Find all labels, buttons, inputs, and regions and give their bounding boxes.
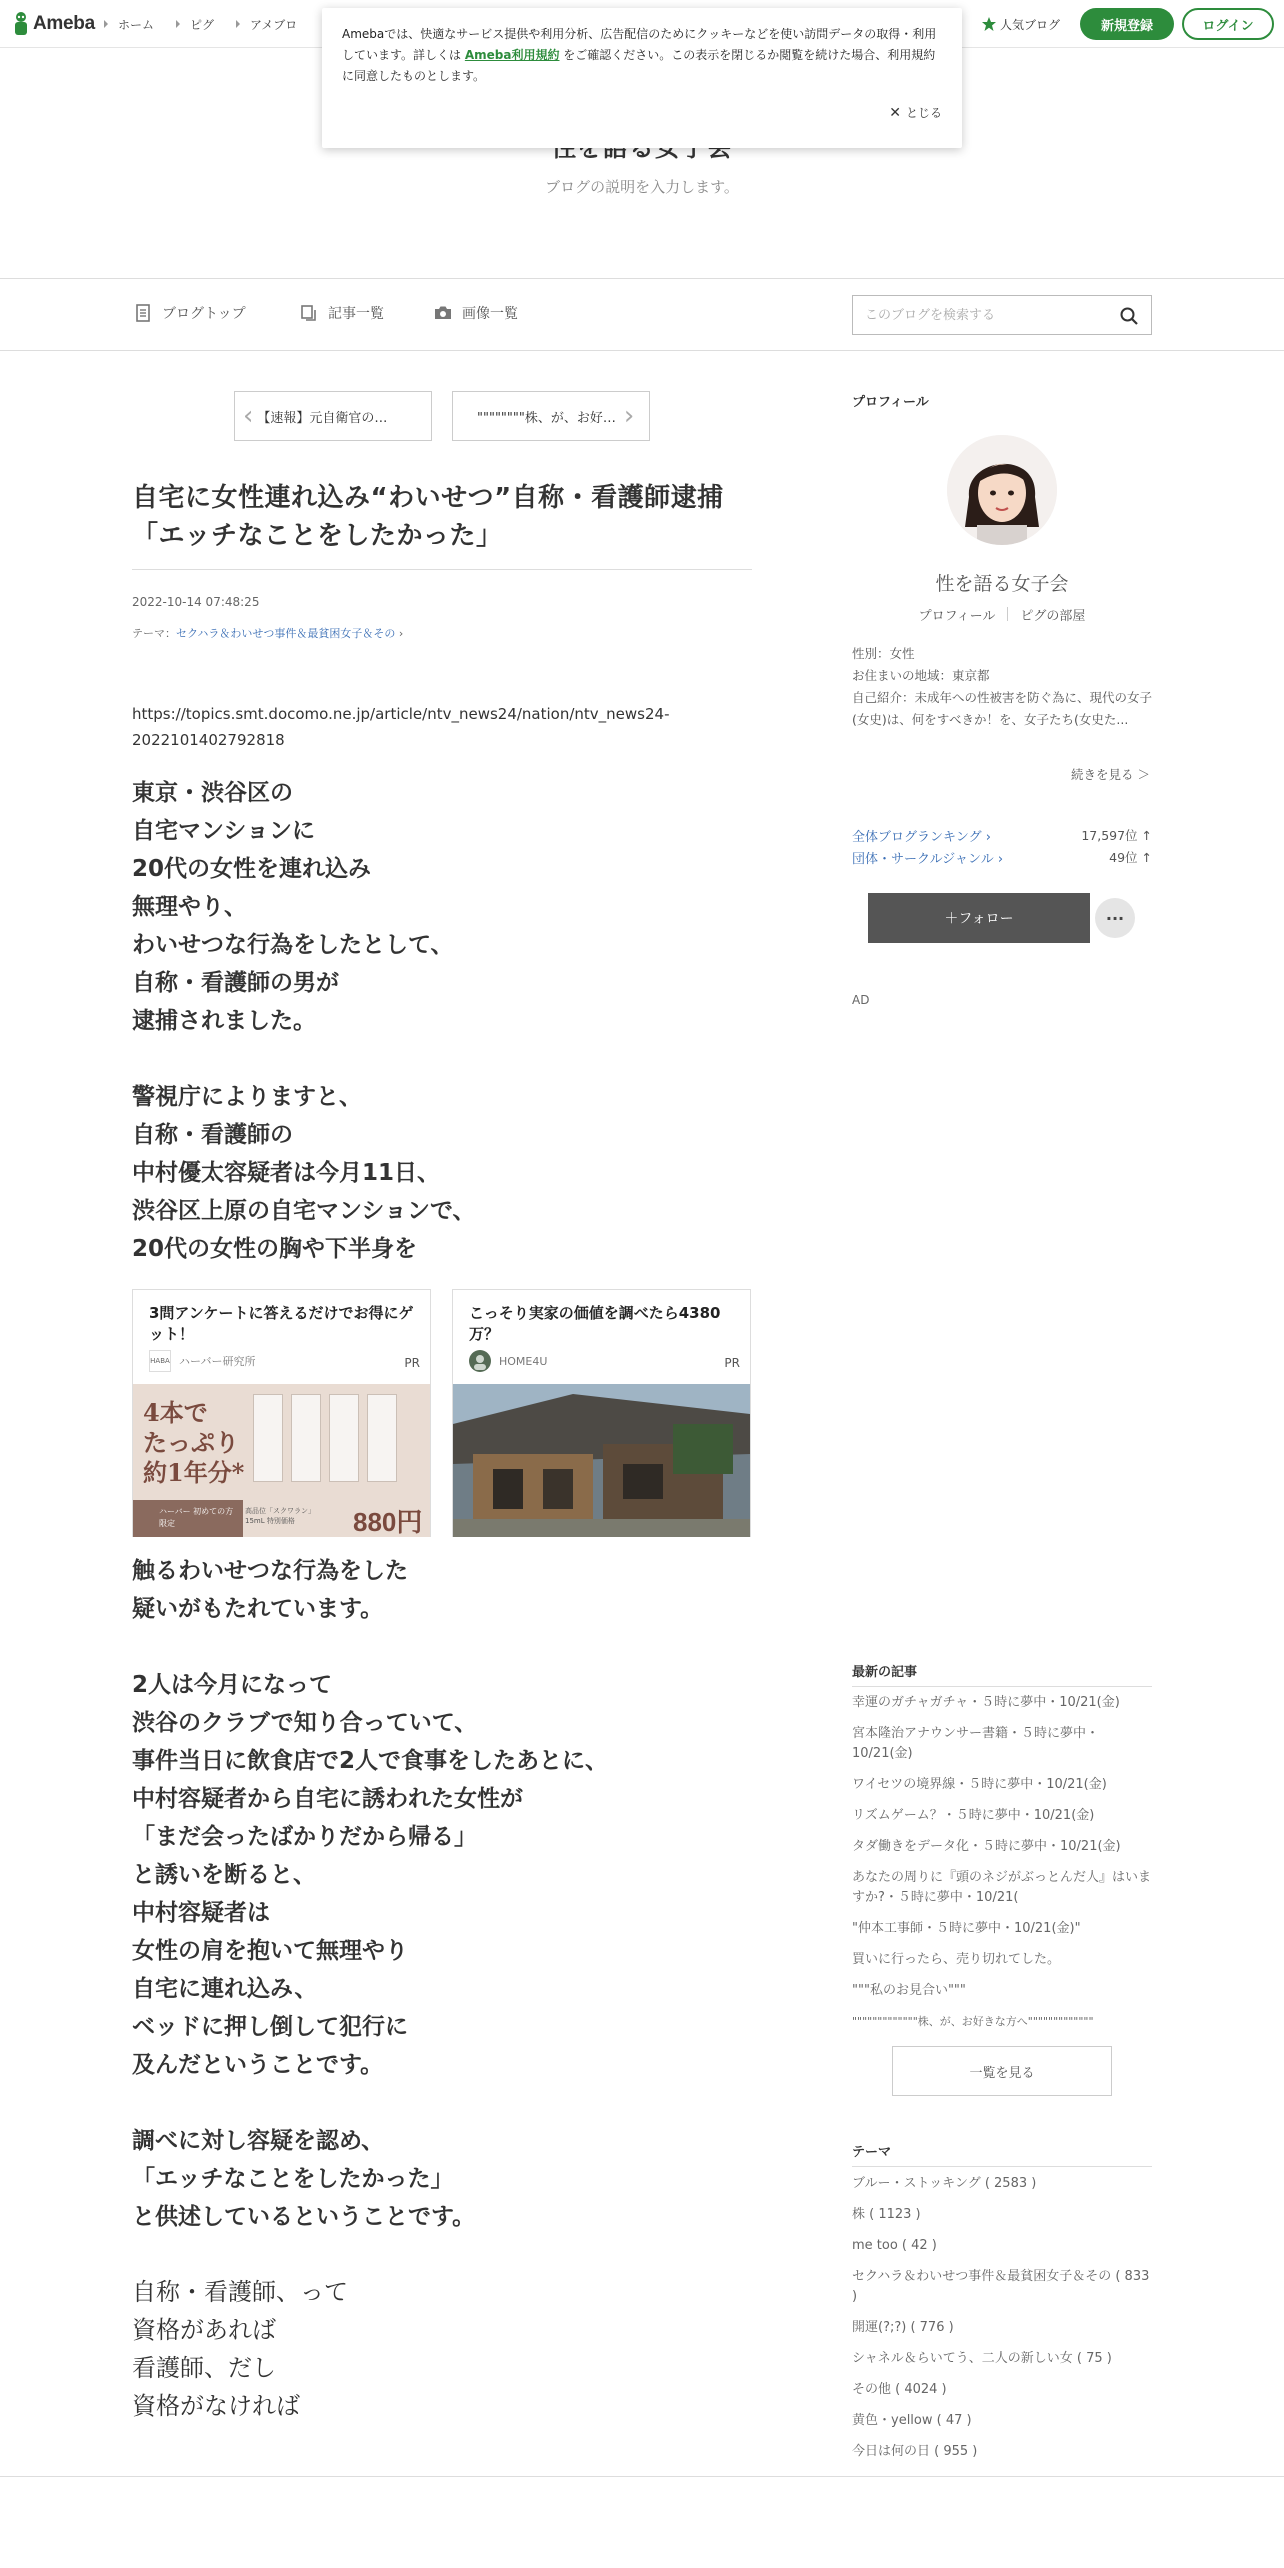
post-url-line1: https://topics.smt.docomo.ne.jp/article/ntv_news24/nation/ntv_news24- — [132, 705, 670, 723]
blog-description: ブログの説明を入力します。 — [545, 178, 739, 196]
text-line: と供述しているということです。 — [132, 2204, 476, 2230]
profile-name[interactable]: 性を語る女子会 — [935, 573, 1069, 595]
ad-pr-label: PR — [724, 1356, 740, 1370]
text-line: 2人は今月になって — [132, 1672, 333, 1698]
ranking-overall-link[interactable]: 全体ブログランキング › — [852, 830, 991, 845]
nav-ameblo-label: アメブロ — [250, 17, 298, 32]
pigg-room-link[interactable]: ピグの部屋 — [1020, 609, 1086, 624]
themes-list — [852, 2174, 1152, 2473]
post-date: 2022-10-14 07:48:25 — [132, 595, 260, 609]
recent-posts-list — [852, 1693, 1152, 2043]
ad-title: 3問アンケートに答えるだけでお得にゲット！ — [149, 1304, 414, 1343]
cookie-banner — [322, 8, 962, 148]
star-icon — [981, 16, 997, 32]
post-theme-link[interactable]: セクハラ＆わいせつ事件＆最貧困女子＆その — [176, 627, 396, 640]
post-title — [132, 479, 752, 570]
text-line: ベッドに押し倒して犯行に — [132, 2014, 408, 2040]
post-paragraph-4 — [132, 1666, 752, 2084]
text-line: 触るわいせつな行為をした — [132, 1558, 408, 1584]
theme-link[interactable]: ブルー・ストッキング ( 2583 ) — [852, 2176, 1037, 2191]
nav-pigg-label: ピグ — [190, 17, 215, 32]
ameba-mark-icon — [12, 11, 30, 37]
text-line: 逮捕されました。 — [132, 1008, 316, 1034]
text-line: 自宅マンションに — [132, 818, 315, 844]
tab-article-list[interactable] — [300, 303, 384, 323]
ranking-genre — [852, 848, 1152, 867]
ranking-genre-link[interactable]: 団体・サークルジャンル › — [852, 852, 1004, 867]
post-paragraph-3 — [132, 1552, 752, 1628]
post-paragraph-5 — [132, 2122, 752, 2236]
product-bottle — [329, 1394, 359, 1482]
theme-link[interactable]: 黄色・yellow ( 47 ) — [852, 2413, 972, 2428]
blog-search — [852, 295, 1152, 335]
blog-nav — [0, 278, 1284, 351]
sponsor-logo: HABA — [149, 1350, 171, 1372]
text-line: 東京・渋谷区の — [132, 780, 293, 806]
sponsor-avatar-icon — [469, 1350, 491, 1372]
recent-post-link[interactable]: """私のお見合い""" — [852, 1983, 966, 1998]
cookie-close-label: とじる — [905, 106, 942, 120]
text-line: 20代の女性の胸や下半身を — [132, 1236, 418, 1262]
text-line: わいせつな行為をしたとして、 — [132, 932, 454, 958]
text-line: 看護師、だし — [132, 2354, 276, 2382]
text-line: 中村容疑者から自宅に誘われた女性が — [132, 1786, 523, 1812]
text-line: 自称・看護師の — [132, 1122, 293, 1148]
text-line: 警視庁によりますと、 — [132, 1084, 362, 1110]
text-line: 調べに対し容疑を認め、 — [132, 2128, 385, 2154]
recent-post-link[interactable]: あなたの周りに『頭のネジがぶっとんだ人』はいますか?・５時に夢中・10/21( — [852, 1870, 1152, 1905]
text-line: 自称・看護師、って — [132, 2278, 348, 2306]
product-bottle — [291, 1394, 321, 1482]
theme-link[interactable]: 株 ( 1123 ) — [852, 2207, 921, 2222]
ad-image-house — [453, 1384, 750, 1537]
popular-blog-label: 人気ブログ — [999, 17, 1060, 32]
header-actions — [981, 7, 1274, 41]
ad-img-text3: 約1年分* — [143, 1458, 245, 1487]
theme-link[interactable]: 開運(?;?) ( 776 ) — [852, 2320, 954, 2335]
text-line: 渋谷のクラブで知り合っていて、 — [132, 1710, 478, 1736]
chevron-right-icon — [234, 20, 242, 28]
more-options-button[interactable]: ··· — [1095, 898, 1135, 938]
recent-post-link[interactable]: タダ働きをデータ化・５時に夢中・10/21(金) — [852, 1839, 1121, 1854]
recent-post-link[interactable]: リズムゲーム？・５時に夢中・10/21(金) — [852, 1808, 1095, 1823]
ad-img-text1: 4本で — [143, 1398, 208, 1427]
post-paragraph-2 — [132, 1078, 752, 1268]
ad-pr-label: PR — [404, 1356, 420, 1370]
ad-title: こっそり実家の価値を調べたら4380万？ — [469, 1304, 721, 1343]
theme-link[interactable]: シャネル＆らいてう、二人の新しい女 ( 75 ) — [852, 2351, 1112, 2366]
nav-pigg[interactable] — [174, 16, 214, 33]
recent-post-link[interactable]: 宮本隆治アナウンサー書籍・５時に夢中・10/21(金) — [852, 1726, 1100, 1761]
text-line: 「エッチなことをしたかった」 — [132, 2166, 454, 2192]
recent-post-link[interactable]: "仲本工事師・５時に夢中・10/21(金)" — [852, 1921, 1081, 1936]
blog-search-input[interactable] — [853, 308, 1103, 323]
register-button[interactable]: 新規登録 — [1080, 8, 1174, 40]
avatar-illustration — [947, 435, 1057, 545]
ranking-value: 17,597位 ↑ — [1081, 828, 1152, 843]
prev-article-button[interactable] — [234, 391, 432, 441]
profile-location: お住まいの地域：東京都 — [852, 668, 990, 683]
logo-text: Ameba — [33, 13, 95, 34]
profile-link[interactable]: プロフィール — [918, 609, 996, 624]
text-line: 20代の女性を連れ込み — [132, 856, 372, 882]
tab-blog-top[interactable] — [134, 303, 246, 323]
text-line: 疑いがもたれています。 — [132, 1596, 384, 1622]
footer-divider — [0, 2476, 1284, 2477]
profile-intro: 自己紹介：未成年への性被害を防ぐ為に、現代の女子(女史)は、何をすべきか！を、女子たち(女史た... — [852, 690, 1153, 727]
recent-post-link[interactable]: 幸運のガチャガチャ・５時に夢中・10/21(金) — [852, 1695, 1120, 1710]
global-nav — [102, 0, 317, 48]
nav-home-label: ホーム — [118, 17, 155, 32]
post-url-line2: 2022101402792818 — [132, 731, 285, 749]
tab-blog-top-label: ブログトップ — [162, 306, 246, 322]
recent-posts-heading: 最新の記事 — [852, 1661, 1152, 1687]
ad-card-haba[interactable] — [132, 1289, 431, 1537]
profile-heading: プロフィール — [852, 395, 929, 410]
text-line: 及んだということです。 — [132, 2052, 384, 2078]
ranking-label: 全体ブログランキング — [852, 830, 982, 845]
recent-post-link[interactable]: """""""""""""株、が、お好きな方へ""""""""""""" — [852, 2015, 1094, 2028]
themes-heading: テーマ — [852, 2141, 1152, 2167]
ad-image — [133, 1384, 430, 1537]
ranking-value: 49位 ↑ — [1109, 850, 1152, 865]
theme-link[interactable]: セクハラ＆わいせつ事件＆最貧困女子＆その ( 833 ) — [852, 2269, 1150, 2304]
cookie-text-after: をご確認ください。この表示を閉じるか閲覧を続けた場合、利用規約に同意したものとします。 — [342, 48, 936, 83]
nav-ameblo[interactable] — [234, 16, 297, 33]
house-photo — [453, 1384, 750, 1537]
ad-card-home4u[interactable] — [452, 1289, 751, 1537]
follow-button[interactable]: ＋フォロー — [868, 893, 1090, 943]
post-paragraph-6 — [132, 2273, 752, 2425]
text-line: と誘いを断ると、 — [132, 1862, 316, 1888]
ameba-logo[interactable] — [12, 10, 95, 38]
terms-link[interactable]: Ameba利用規約 — [464, 48, 560, 62]
divider — [1007, 607, 1008, 621]
ad-sponsor — [149, 1350, 255, 1372]
profile-links — [852, 605, 1152, 624]
profile-more-link[interactable]: 続きを見る ＞ — [1071, 767, 1150, 782]
product-bottle — [367, 1394, 397, 1482]
theme-link[interactable]: その他 ( 4024 ) — [852, 2382, 947, 2397]
ad-label: AD — [852, 993, 870, 1007]
ad-sponsor-name: ハーバー研究所 — [179, 1355, 256, 1368]
ranking-overall — [852, 826, 1152, 845]
post-title-line1: 自宅に女性連れ込み“わいせつ”自称・看護師逮捕 — [132, 483, 724, 513]
ad-sponsor-name: HOME4U — [499, 1354, 548, 1368]
chevron-left-icon: ‹ — [243, 401, 254, 431]
text-line: 中村優太容疑者は今月11日、 — [132, 1160, 441, 1186]
post-source-url[interactable] — [132, 701, 752, 753]
chevron-right-icon: › — [395, 627, 404, 640]
camera-icon — [434, 304, 452, 322]
ad-img-text2: たっぷり — [143, 1428, 239, 1457]
profile-gender: 性別：女性 — [852, 646, 915, 661]
copy-icon — [300, 304, 318, 322]
text-line: 資格がなければ — [132, 2392, 300, 2420]
chevron-right-icon: › — [623, 401, 635, 431]
popular-blog-link[interactable] — [981, 16, 1060, 33]
nav-home[interactable] — [102, 16, 154, 33]
view-all-posts-button[interactable]: 一覧を見る — [892, 2046, 1112, 2096]
recent-post-link[interactable]: 買いに行ったら、売り切れてした。 — [852, 1952, 1061, 1967]
ad-img-small: ハーバー 初めての方限定 — [133, 1500, 243, 1537]
text-line: 自宅に連れ込み、 — [132, 1976, 318, 2002]
text-line: 無理やり、 — [132, 894, 247, 920]
text-line: 事件当日に飲食店で2人で食事をしたあとに、 — [132, 1748, 609, 1774]
next-article-label: """"""""株、が、お好… — [477, 410, 616, 426]
ad-img-product: 高品位「スクワラン」 15mL 特別価格 — [245, 1507, 315, 1525]
avatar[interactable] — [947, 435, 1057, 545]
next-article-button[interactable] — [452, 391, 650, 441]
text-line: 「まだ会ったばかりだから帰る」 — [132, 1824, 477, 1850]
login-button[interactable]: ログイン — [1182, 8, 1274, 40]
chevron-right-icon — [174, 20, 182, 28]
tab-image-list[interactable] — [434, 303, 518, 323]
post-title-line2: 「エッチなことをしたかった」 — [132, 521, 503, 551]
text-line: 渋谷区上原の自宅マンションで、 — [132, 1198, 476, 1224]
chevron-right-icon — [102, 20, 110, 28]
tab-article-list-label: 記事一覧 — [328, 306, 384, 322]
cookie-close-button[interactable] — [889, 104, 942, 121]
post-theme-label: テーマ： — [132, 627, 176, 640]
profile-info — [852, 643, 1152, 731]
ad-img-price: 880円 — [353, 1507, 423, 1537]
search-icon[interactable] — [1119, 306, 1139, 326]
cookie-text-before: Amebaでは、快適なサービス提供や利用分析、広告配信のためにクッキーなどを使い訪問データの取得・利用しています。詳しくは — [342, 27, 937, 62]
text-line: 女性の肩を抱いて無理やり — [132, 1938, 408, 1964]
close-icon: ✕ — [889, 104, 901, 121]
text-line: 中村容疑者は — [132, 1900, 270, 1926]
post-theme — [132, 625, 403, 641]
recent-post-link[interactable]: ワイセツの境界線・５時に夢中・10/21(金) — [852, 1777, 1107, 1792]
document-icon — [134, 304, 152, 322]
tab-image-list-label: 画像一覧 — [462, 306, 518, 322]
ranking-label: 団体・サークルジャンル — [852, 852, 994, 867]
text-line: 資格があれば — [132, 2316, 276, 2344]
cookie-text — [342, 24, 942, 87]
prev-article-label: 【速報】元自衛官の… — [257, 410, 388, 426]
text-line: 自称・看護師の男が — [132, 970, 339, 996]
product-bottle — [253, 1394, 283, 1482]
theme-link[interactable]: 今日は何の日 ( 955 ) — [852, 2444, 978, 2459]
ad-sponsor — [469, 1350, 547, 1372]
post-paragraph-1 — [132, 774, 752, 1040]
theme-link[interactable]: me too ( 42 ) — [852, 2238, 937, 2253]
